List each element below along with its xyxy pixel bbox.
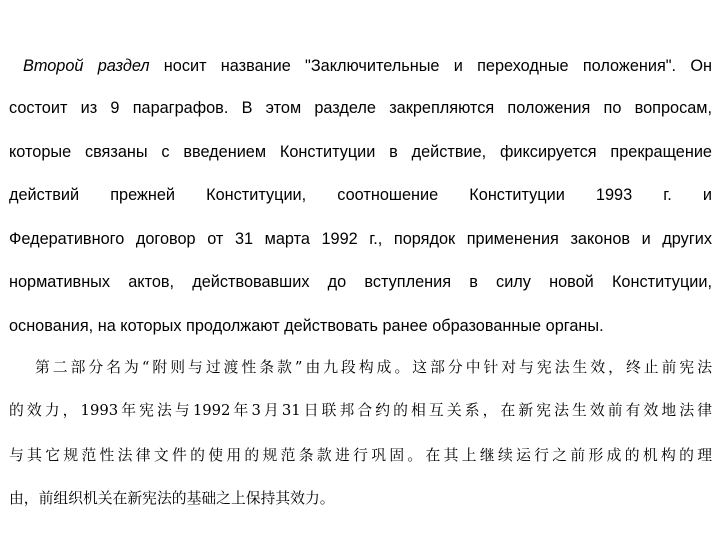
chinese-paragraph-line-2: 的效力，1993年宪法与1992年3月31日联邦合约的相互关系，在新宪法生效前有效地法律 <box>9 402 712 419</box>
chinese-paragraph-line-3: 与其它规范性法律文件的使用的规范条款进行巩固。在其上继续运行之前形成的机构的理 <box>9 447 712 464</box>
chinese-paragraph-line-1: 第二部分名为“附则与过渡性条款”由九段构成。这部分中针对与宪法生效，终止前宪法 <box>35 359 712 376</box>
russian-paragraph-line-4: действий прежней Конституции, соотношение Конституции 1993 г. и <box>9 186 712 204</box>
chinese-paragraph-line-4: 由，前组织机关在新宪法的基础之上保持其效力。 <box>9 490 335 507</box>
russian-italic-lead: Второй раздел <box>23 57 150 75</box>
russian-line-1-text: носит название "Заключительные и переходные положения". Он <box>149 57 712 75</box>
russian-paragraph-line-6: нормативных актов, действовавших до вступления в силу новой Конституции, <box>9 273 712 291</box>
russian-paragraph-line-2: состоит из 9 параграфов. В этом разделе закрепляются положения по вопросам, <box>9 99 712 117</box>
russian-paragraph-line-7: основания, на которых продолжают действовать ранее образованные органы. <box>9 317 604 335</box>
russian-paragraph-line-5: Федеративного договор от 31 марта 1992 г., порядок применения законов и других <box>9 230 712 248</box>
russian-paragraph-line-1 <box>23 55 712 77</box>
russian-paragraph-line-3: которые связаны с введением Конституции в действие, фиксируется прекращение <box>9 143 712 161</box>
